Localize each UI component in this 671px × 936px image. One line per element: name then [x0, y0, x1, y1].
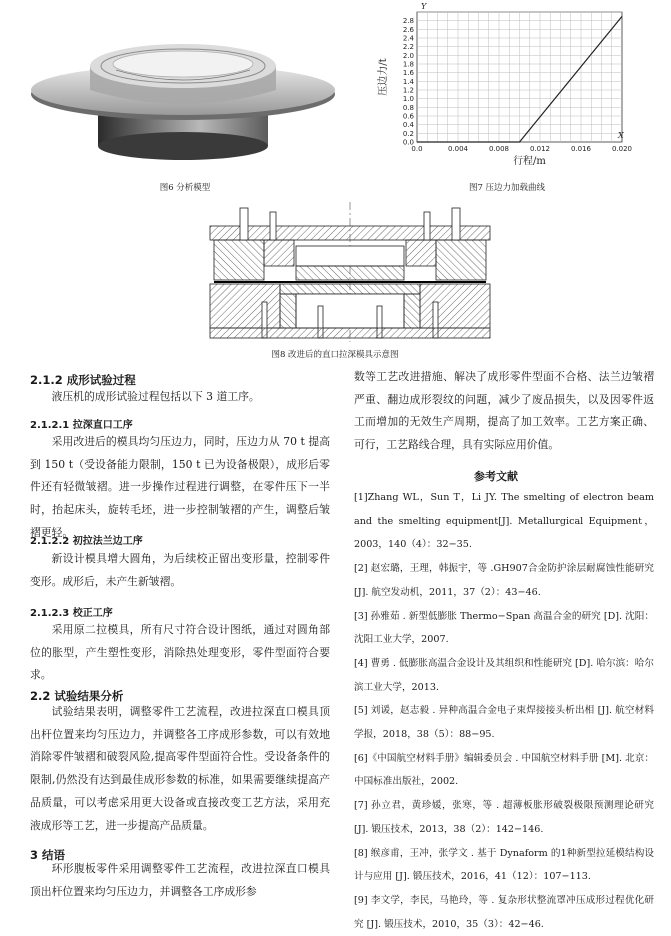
chart-x-tick-label: 0.020: [611, 145, 633, 153]
references-list: [354, 486, 654, 936]
fig7-caption: 图7 压边力加载曲线: [468, 183, 546, 193]
reference-item: [1]Zhang WL，Sun T，Li JY. The smelting of electron beam and the smelting equipment[J]. Metallurgical Equipment，2003，140（4）：32−35.: [354, 492, 654, 551]
reference-item: [7] 孙立君，黄珍媛，张寒，等 . 超薄板胀形破裂极限预测理论研究 [J]. 锻压技术，2013，38（2）：142−146.: [354, 800, 654, 835]
chart-y-tick-label: 2.4: [402, 34, 414, 43]
chart-x-tick-label: 0.016: [570, 145, 592, 153]
section-2-1-2-3-text: 采用原二拉模具，所有尺寸符合设计图纸，通过对圆角部位的胀型，产生塑性变形，消除热处理变形，零件型面符合要求。: [30, 623, 330, 682]
section-2-2-title: 2.2 试验结果分析: [30, 689, 124, 703]
chart-x-tick-label: 0.012: [529, 145, 551, 153]
chart-y-tick-label: 1.2: [402, 86, 414, 95]
section-2-1-2-title: 2.1.2 成形试验过程: [30, 373, 136, 387]
fig6-caption: 图6 分析模型: [159, 183, 211, 193]
chart-y-tick-label: 1.6: [402, 69, 414, 78]
reference-item: [2] 赵宏璐，王理，韩振宇，等 .GH907合金防护涂层耐腐蚀性能研究[J]. 航空发动机，2011，37（2）：43−46.: [354, 563, 654, 598]
chart-y-tick-label: 0.4: [402, 121, 414, 130]
reference-item: [5] 刘谖，赵志毅 . 异种高温合金电子束焊接接头析出相 [J]. 航空材料学报，2018，38（5）：88−95.: [354, 705, 654, 741]
section-2-1-2-2-text: 新设计模具增大圆角，为后续校正留出变形量，控制零件变形。成形后，未产生新皱褶。: [30, 552, 330, 588]
chart-y-tick-label: 0.8: [402, 103, 414, 112]
chart-x-tick-label: 0.0: [411, 145, 423, 153]
chart-y-tick-label: 1.0: [402, 95, 414, 104]
chart-y-tick-label: 2.6: [402, 25, 414, 34]
section-3-title: 3 结语: [30, 848, 66, 862]
section-3-continued-text: 数等工艺改进措施、解决了成形零件型面不合格、法兰边皱褶严重、翻边成形裂纹的问题，减少了废品损失，以及因零件返工而增加的无效生产周期，提高了加工效率。工艺方案正确、可行，工艺路线合理，具有实际应用价值。: [354, 370, 654, 452]
chart-x-tick-label: 0.008: [488, 145, 510, 153]
section-2-1-2-3-title: 2.1.2.3 校正工序: [30, 608, 113, 619]
fig8-die-schematic: [200, 202, 500, 342]
chart-x-axis-label: 行程/m: [513, 156, 546, 167]
chart-y-axis-label: 压边力/t: [378, 58, 389, 96]
chart-x-tick-label: 0.004: [447, 145, 469, 153]
section-2-1-2-1-text: 采用改进后的模具均匀压边力，同时，压边力从 70 t 提高到 150 t（受设备能力限制，150 t 已为设备极限），成形后零件还有轻微皱褶。进一步操作过程进行调整，在零件压下一半时，抬起床头，旋转毛坯，进一步控制皱褶的产生，调整后皱褶更轻。: [30, 435, 330, 539]
reference-item: [3] 孙雅茹 . 新型低膨胀 Thermo−Span 高温合金的研究 [D]. 沈阳：沈阳工业大学，2007.: [354, 610, 654, 646]
chart-y-tick-label: 0.0: [402, 138, 414, 147]
chart-x-axis-letter: X: [618, 131, 624, 140]
section-2-1-2-1-title: 2.1.2.1 拉深直口工序: [30, 420, 133, 431]
chart-y-tick-label: 0.2: [402, 129, 414, 138]
chart-y-axis-letter: Y: [421, 2, 427, 11]
fig8-caption: 图8 改进后的直口拉深模具示意图: [271, 350, 399, 360]
fig7-force-chart: [372, 0, 637, 190]
chart-y-tick-label: 0.6: [402, 112, 414, 121]
chart-y-tick-label: 1.8: [402, 60, 414, 69]
chart-y-tick-label: 2.2: [402, 43, 414, 52]
section-3-text: 环形腹板零件采用调整零件工艺流程，改进拉深直口模具顶出杆位置来均匀压边力，并调整各工序成形参: [30, 862, 330, 898]
chart-y-tick-label: 2.0: [402, 51, 414, 60]
reference-item: [9] 李文学，李民，马艳玲，等 . 复杂形状整流罩冲压成形过程优化研究 [J]. 锻压技术，2010，35（3）：42−46.: [354, 894, 654, 930]
chart-y-tick-label: 2.8: [402, 17, 414, 26]
reference-item: [4] 曹勇 . 低膨胀高温合金设计及其组织和性能研究 [D]. 哈尔滨：哈尔滨工业大学，2013.: [354, 657, 654, 693]
reference-item: [8] 缑彦甫，王冲，张学文 . 基于 Dynaform 的1种新型拉延模结构设计与应用 [J]. 锻压技术，2016，41（12）：107−113.: [354, 847, 654, 883]
references-title: 参考文献: [474, 470, 518, 483]
reference-item: [6]《中国航空材料手册》编辑委员会 . 中国航空材料手册 [M]. 北京：中国标准出版社，2002.: [354, 752, 654, 788]
section-2-2-text: 试验结果表明，调整零件工艺流程，改进拉深直口模具顶出杆位置来均匀压边力，并调整各工序成形参数，可以有效地消除零件皱褶和破裂风险,提高零件型面符合性。受设备条件的限制,仍然没有达到最佳成形参数的标准，如果需要继续提高产品质量，可以考虑采用更大设备或直接改变工艺方法，采用充液成形等工艺，进一步提高产品质量。: [30, 705, 330, 832]
chart-y-tick-label: 1.4: [402, 77, 414, 86]
section-2-1-2-2-title: 2.1.2.2 初拉法兰边工序: [30, 536, 143, 547]
section-2-1-2-text: 液压机的成形试验过程包括以下 3 道工序。: [51, 390, 260, 403]
fig6-analysis-model-image: [28, 8, 340, 180]
